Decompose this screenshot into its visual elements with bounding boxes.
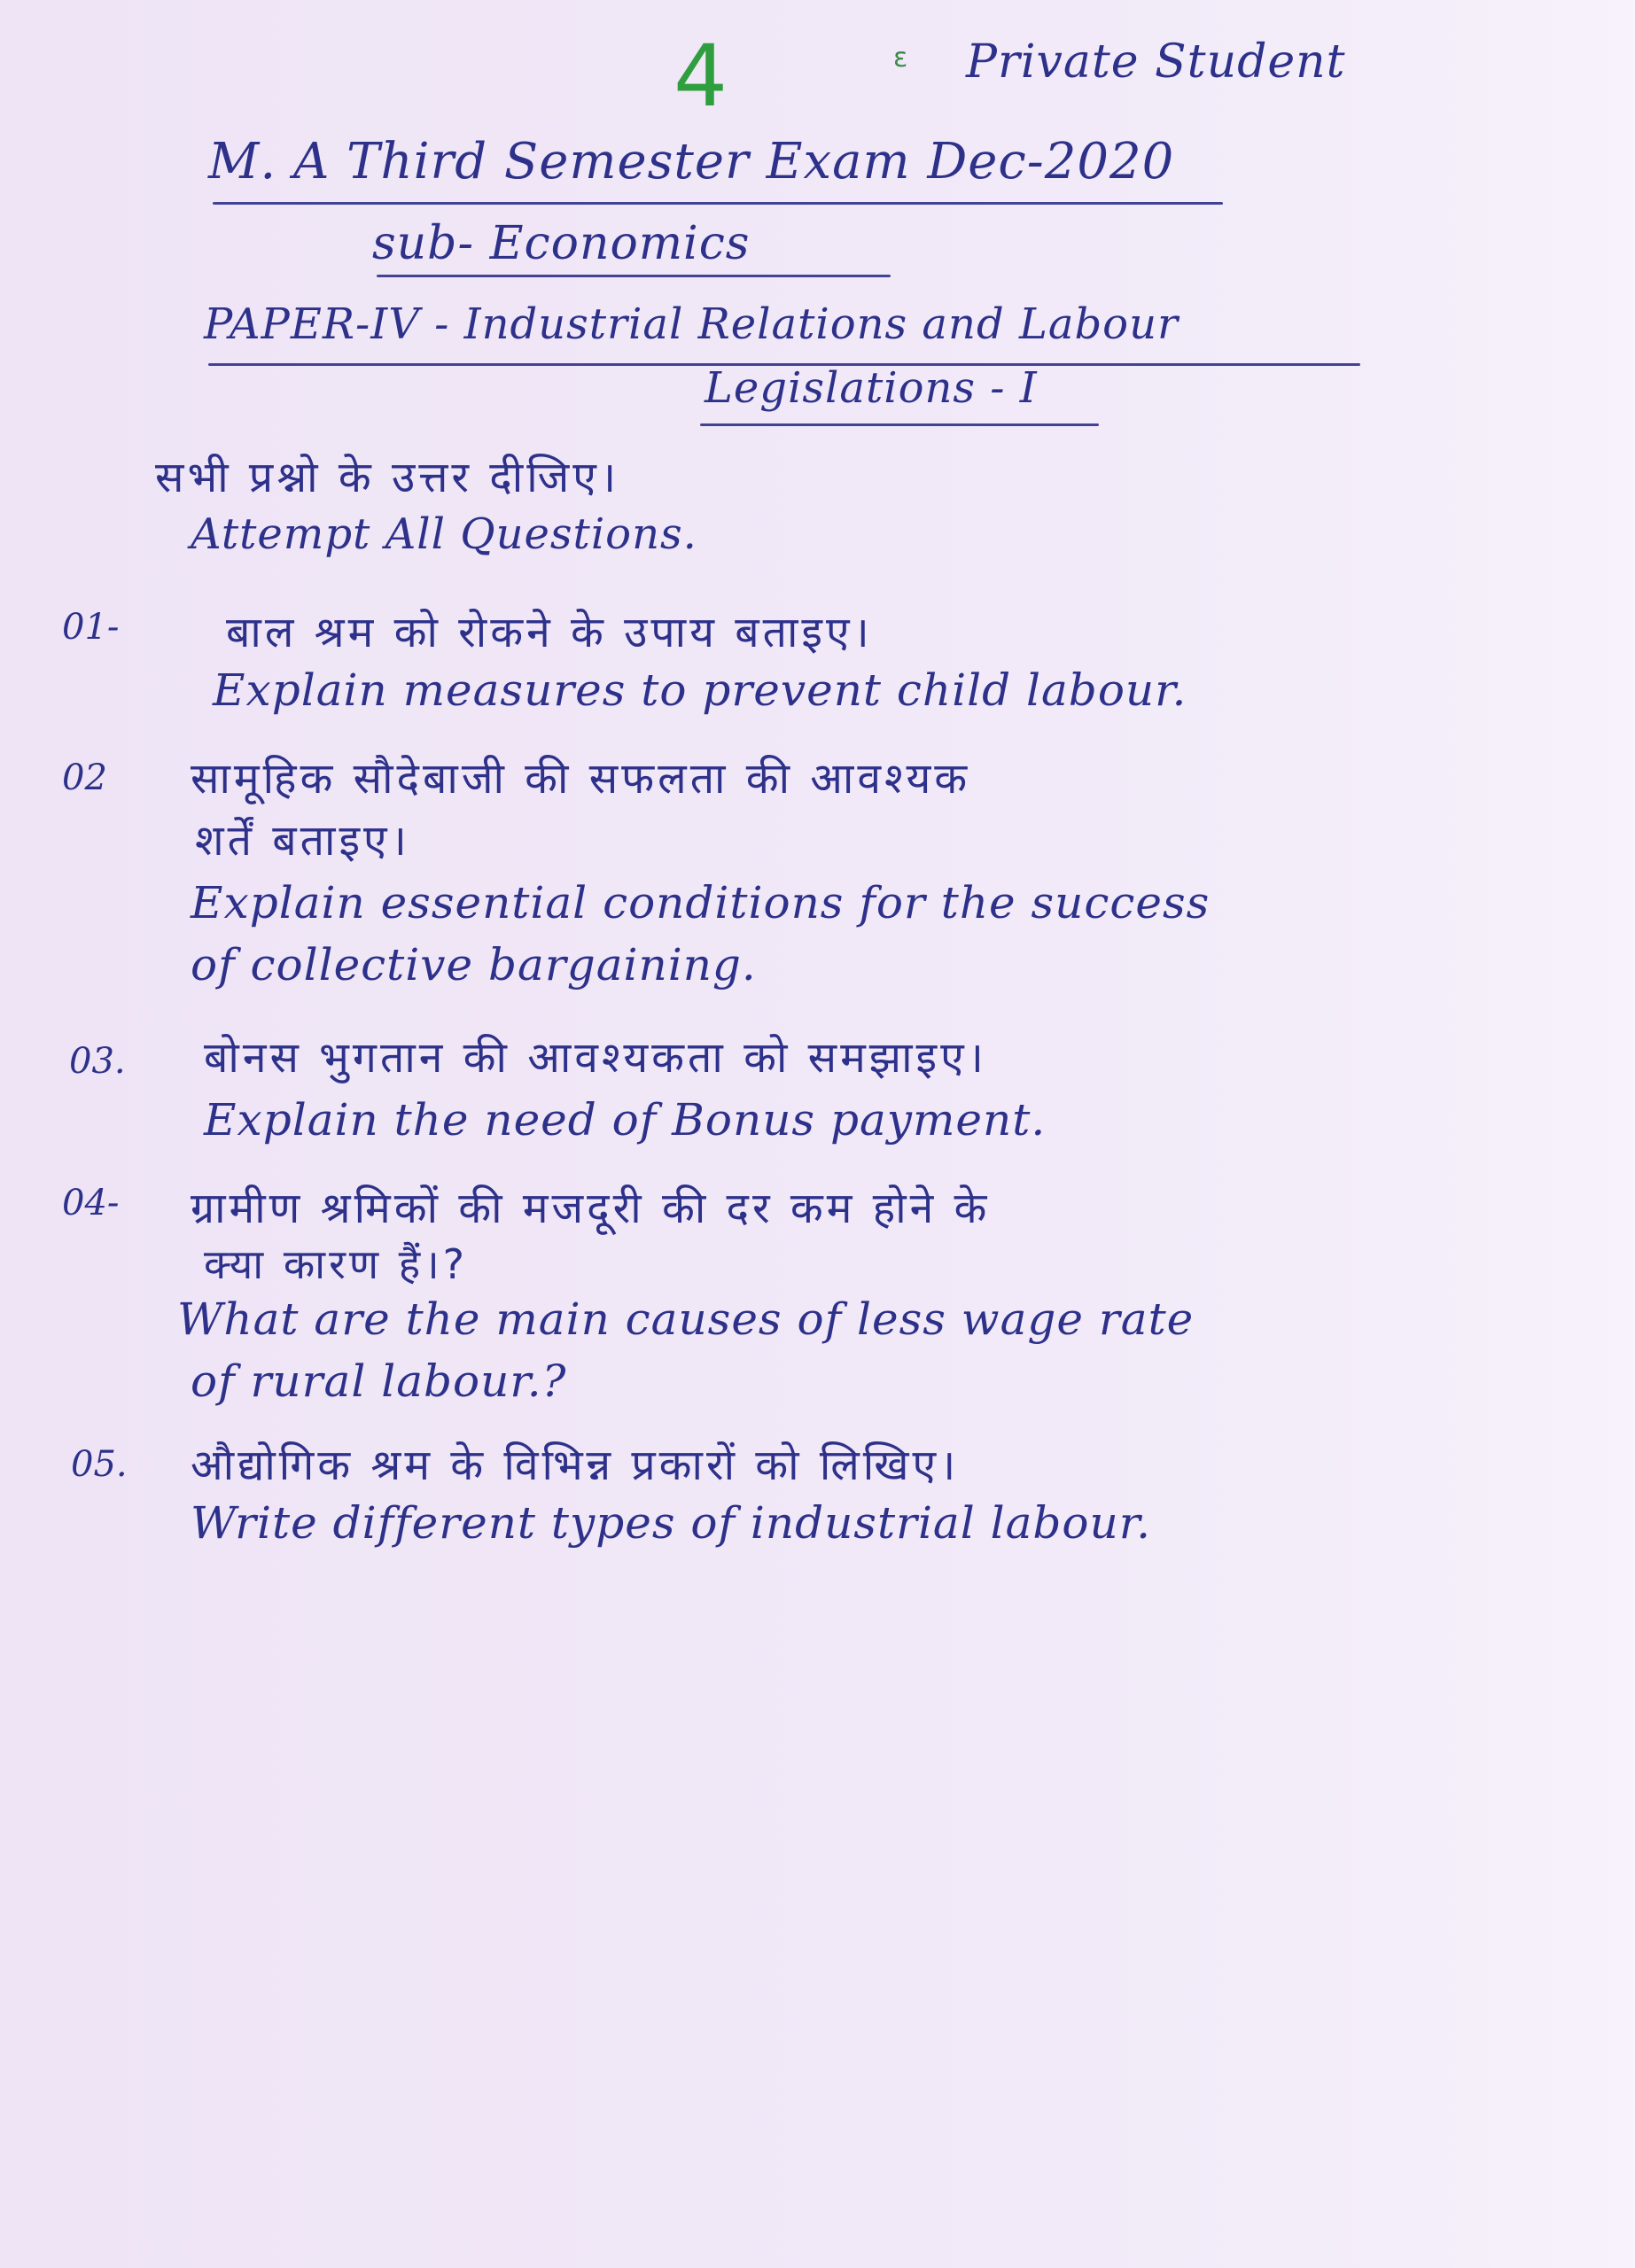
question-3-hindi: बोनस भुगतान की आवश्यकता को समझाइए। [204,1033,987,1083]
question-4-english-line2: of rural labour.? [191,1355,567,1407]
question-4-english-line1: What are the main causes of less wage rate [177,1293,1195,1345]
instruction-hindi: सभी प्रश्नो के उत्तर दीजिए। [155,453,620,502]
exam-title-underline [213,202,1223,205]
instruction-english: Attempt All Questions. [191,509,697,559]
question-4-hindi-line2: क्या कारण हैं।? [204,1240,469,1288]
paper-title-underline2 [700,423,1099,426]
question-2-number: 02 [62,757,107,798]
question-2-english-line1: Explain essential conditions for the success [191,877,1211,928]
student-type-label: Private Student [966,35,1346,89]
small-mark: ε [893,43,908,74]
exam-title: M. A Third Semester Exam Dec-2020 [208,133,1175,190]
question-5-hindi: औद्योगिक श्रम के विभिन्न प्रकारों को लिखिए। [191,1441,960,1490]
subject-line: sub- Economics [372,217,751,270]
paper-title-line1: PAPER-IV - Industrial Relations and Labour [204,299,1179,349]
paper-title-line2: Legislations - I [705,363,1038,413]
question-1-hindi: बाल श्रम को रोकने के उपाय बताइए। [226,608,873,657]
question-5-english: Write different types of industrial labour. [191,1497,1152,1549]
page-number: 4 [673,27,728,126]
question-3-number: 03. [69,1041,126,1082]
question-4-number: 04- [62,1183,120,1223]
question-4-hindi-line1: ग्रामीण श्रमिकों की मजदूरी की दर कम होने के [191,1184,991,1233]
question-3-english: Explain the need of Bonus payment. [204,1094,1047,1146]
question-2-hindi-line1: सामूहिक सौदेबाजी की सफलता की आवश्यक [191,754,971,804]
question-5-number: 05. [71,1444,128,1485]
question-2-english-line2: of collective bargaining. [191,939,757,990]
question-1-english: Explain measures to prevent child labour. [213,664,1187,716]
subject-underline [377,275,891,277]
question-1-number: 01- [62,607,120,648]
question-2-hindi-line2: शर्तें बताइए। [195,816,410,866]
